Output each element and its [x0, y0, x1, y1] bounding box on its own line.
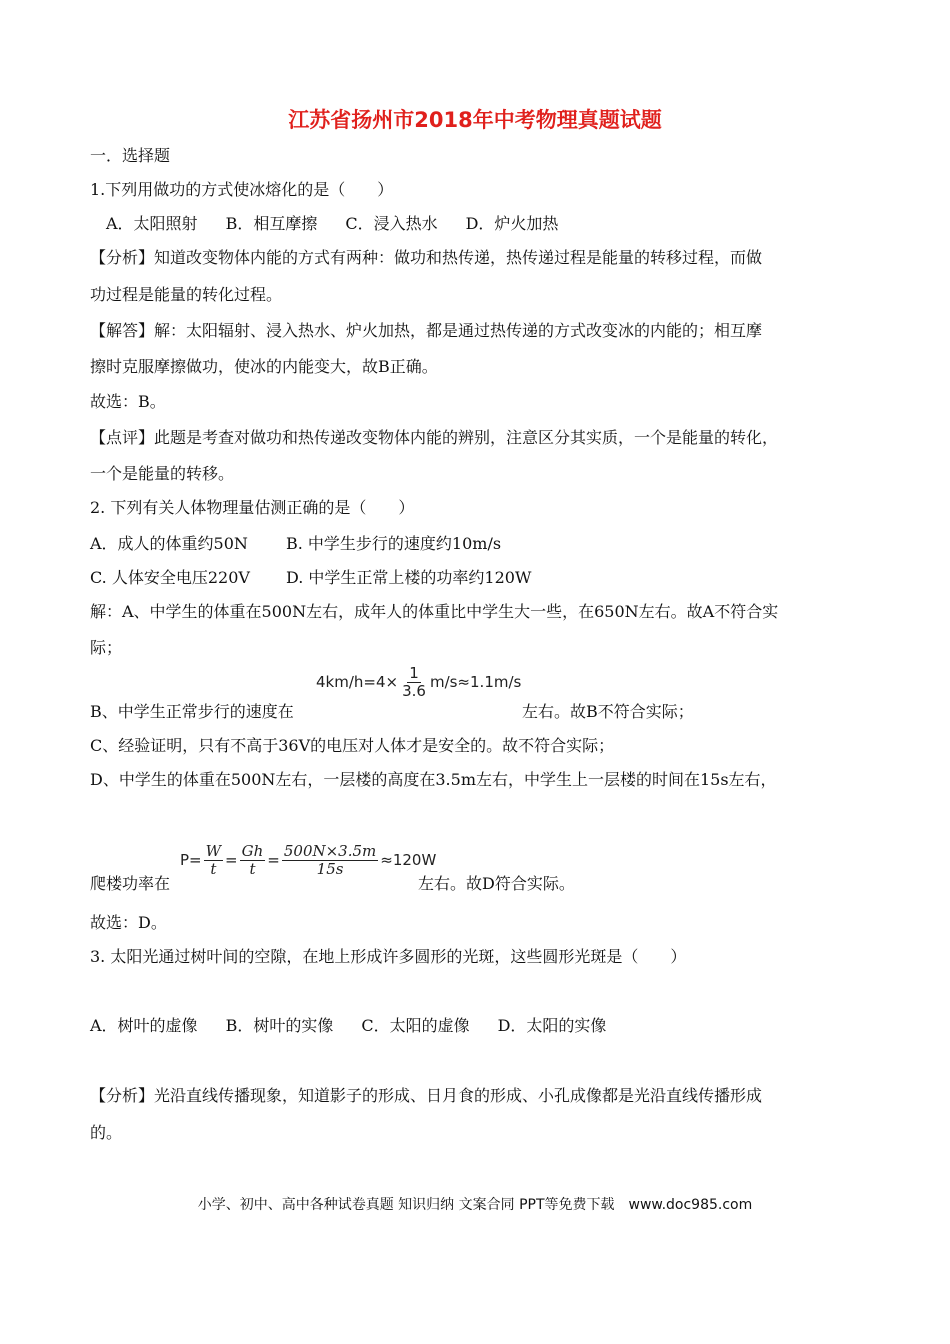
- formula-power-result: ≈120W: [380, 851, 437, 869]
- q2-option-b: B. 中学生步行的速度约10m/s: [286, 534, 502, 553]
- formula-power-f1-num: W: [205, 842, 222, 860]
- formula-power-eq-1: =: [225, 851, 238, 869]
- page-title: 江苏省扬州市2018年中考物理真题试题: [288, 108, 662, 132]
- formula-power-f3-den: 15s: [316, 860, 344, 878]
- q1-analysis-line-2: 功过程是能量的转化过程。: [90, 285, 283, 304]
- q2-solution-b-suffix: 左右。故B不符合实际；: [522, 702, 694, 721]
- q2-solution-a-line-1: 解：A、中学生的体重在500N左右，成年人的体重比中学生大一些，在650N左右。故A不符合实: [90, 602, 779, 621]
- q1-options: [106, 214, 586, 234]
- q1-comment-line-1: 【点评】此题是考查对做功和热传递改变物体内能的辨别，注意区分其实质，一个是能量的转化，: [90, 428, 779, 447]
- q3-option-b: B．树叶的实像: [225, 1016, 334, 1035]
- q1-comment-line-2: 一个是能量的转移。: [90, 464, 235, 483]
- formula-power-f1-den: t: [210, 860, 217, 878]
- q2-solution-a-line-2: 际；: [90, 638, 123, 657]
- q3-option-c: C．太阳的虚像: [361, 1016, 470, 1035]
- formula-speed-denominator: 3.6: [402, 682, 426, 700]
- q2-solution-d-prefix: 爬楼功率在: [90, 874, 171, 893]
- q3-stem: 3. 太阳光通过树叶间的空隙，在地上形成许多圆形的光斑，这些圆形光斑是（ ）: [90, 947, 687, 966]
- q2-option-c: C. 人体安全电压220V: [90, 568, 250, 587]
- q2-option-d: D. 中学生正常上楼的功率约120W: [286, 568, 532, 587]
- formula-power-fraction-1: [204, 843, 223, 878]
- page-footer: 小学、初中、高中各种试卷真题 知识归纳 文案合同 PPT等免费下载 www.doc985.com: [197, 1197, 753, 1213]
- q2-option-a: A．成人的体重约50N: [90, 534, 248, 553]
- q3-option-a: A．树叶的虚像: [90, 1016, 198, 1035]
- formula-speed-rhs: m/s≈1.1m/s: [429, 673, 522, 691]
- q1-option-c: C．浸入热水: [345, 214, 438, 233]
- q3-analysis-line-2: 的。: [90, 1123, 123, 1142]
- q2-solution-c: C、经验证明，只有不高于36V的电压对人体才是安全的。故不符合实际；: [90, 736, 615, 755]
- formula-speed-fraction: [400, 665, 428, 700]
- q1-stem: 1.下列用做功的方式使冰熔化的是（ ）: [90, 180, 394, 199]
- q2-options-row-1: [90, 534, 501, 554]
- q3-options: [90, 1016, 634, 1036]
- q1-analysis-line-1: 【分析】知道改变物体内能的方式有两种：做功和热传递，热传递过程是能量的转移过程，而做: [90, 248, 763, 267]
- formula-power-p: P=: [180, 851, 202, 869]
- formula-power-f3-num: 500N×3.5m: [283, 842, 377, 860]
- q2-solution-d-suffix: 左右。故D符合实际。: [418, 874, 575, 893]
- formula-speed-numerator: 1: [409, 664, 419, 682]
- q2-solution-b-prefix: B、中学生正常步行的速度在: [90, 702, 294, 721]
- q2-choice: 故选：D。: [90, 913, 167, 932]
- formula-power-fraction-2: [240, 843, 266, 878]
- q2-stem: 2. 下列有关人体物理量估测正确的是（ ）: [90, 498, 415, 517]
- q2-solution-d: D、中学生的体重在500N左右，一层楼的高度在3.5m左右，中学生上一层楼的时间在15s左右，: [90, 770, 777, 789]
- formula-power-fraction-3: [282, 843, 378, 878]
- q1-option-b: B．相互摩擦: [225, 214, 318, 233]
- formula-power-eq-2: =: [267, 851, 280, 869]
- q1-answer-line-2: 擦时克服摩擦做功，使冰的内能变大，故B正确。: [90, 357, 438, 376]
- q1-option-d: D．炉火加热: [465, 214, 559, 233]
- q3-analysis-line-1: 【分析】光沿直线传播现象，知道影子的形成、日月食的形成、小孔成像都是光沿直线传播形成: [90, 1086, 763, 1105]
- q3-option-d: D．太阳的实像: [497, 1016, 607, 1035]
- formula-power: [180, 843, 436, 878]
- q1-choice: 故选：B。: [90, 392, 166, 411]
- formula-speed: [316, 665, 521, 700]
- q1-answer-line-1: 【解答】解：太阳辐射、浸入热水、炉火加热，都是通过热传递的方式改变冰的内能的；相互摩: [90, 321, 763, 340]
- q2-options-row-2: [90, 568, 531, 588]
- section-heading: 一．选择题: [90, 146, 171, 165]
- formula-power-f2-num: Gh: [241, 842, 264, 860]
- q1-option-a: A．太阳照射: [106, 214, 198, 233]
- formula-speed-lhs: 4km/h=4×: [316, 673, 399, 691]
- formula-power-f2-den: t: [249, 860, 256, 878]
